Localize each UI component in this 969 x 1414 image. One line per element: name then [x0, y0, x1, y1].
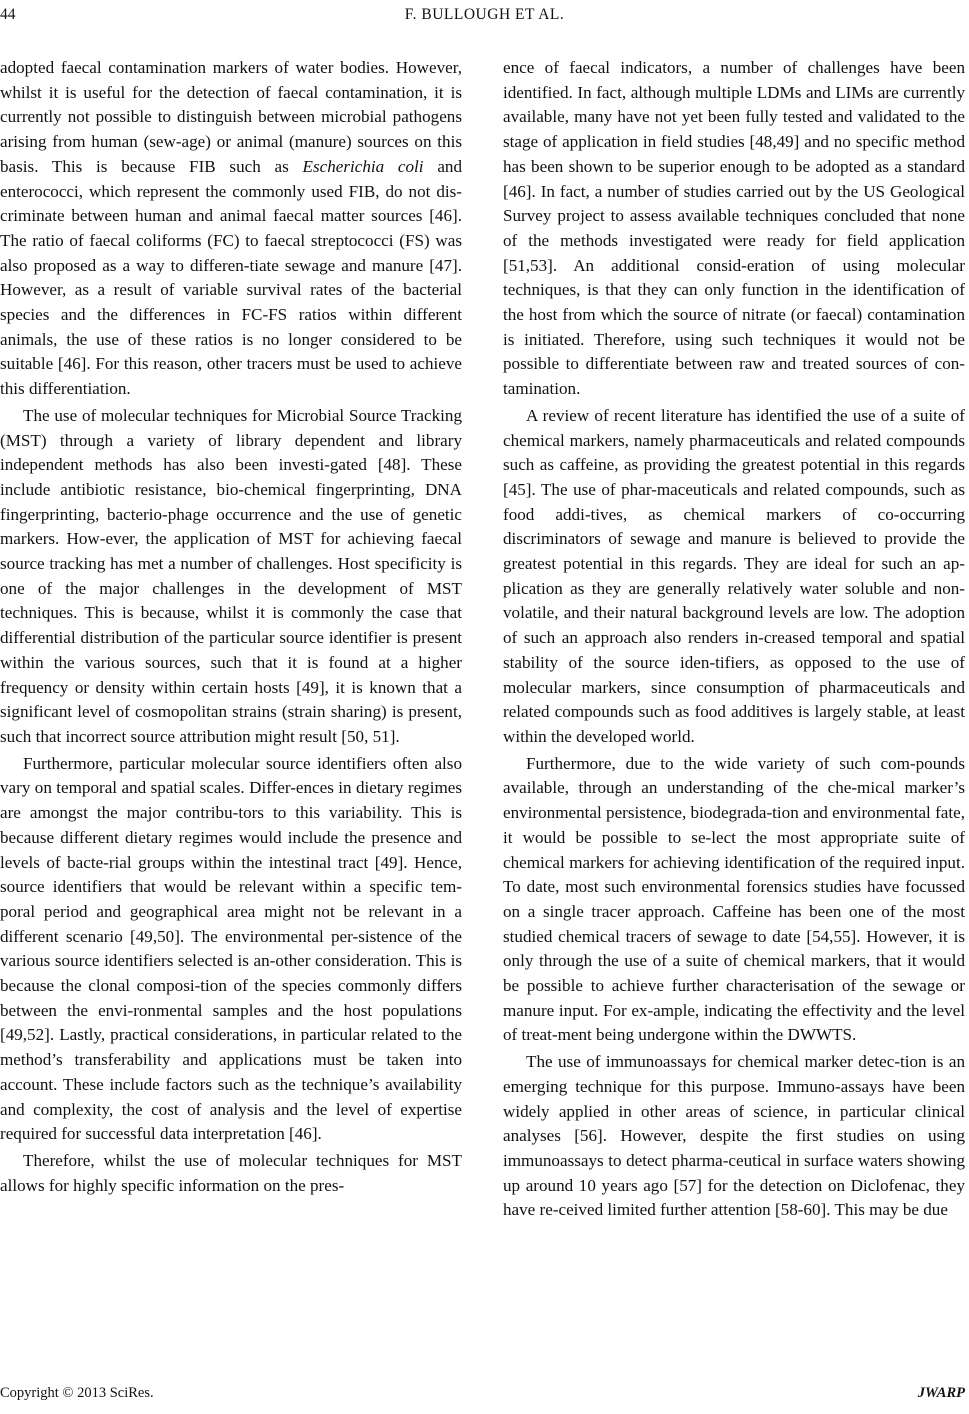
page-header [0, 4, 969, 26]
paragraph-text: and enterococci, which represent the commonly used FIB, do not dis-criminate between human and animal faecal matter sources [46]. The ratio of faecal coliforms (FC) to faecal streptococci (FS) was also proposed as a way to differen-tiate sewage and manure [47]. However, as a result of variable survival rates of the bacterial species and the differences in FC-FS ratios within different animals, the use of these ratios is no longer considered to be suitable [46]. For this reason, other tracers must be used to achieve this differentiation. [0, 156, 462, 399]
copyright-notice: Copyright © 2013 SciRes. [0, 1385, 154, 1401]
paragraph-text: adopted faecal contamination markers of water bodies. However, whilst it is useful for the detection of faecal contamination, it is currently not possible to distinguish between microbial pathogens arising from human (sew-age) or animal (manure) sources on this basis. This is because FIB such as [0, 58, 462, 176]
left-column [0, 56, 462, 1198]
paragraph [0, 56, 462, 402]
species-name: Escherichia coli [302, 156, 424, 176]
paragraph: The use of molecular techniques for Microbial Source Tracking (MST) through a variety of library dependent and library independent methods has also been investi-gated [48]. These include antibiotic resistance, bio-chemical fingerprinting, DNA fingerprinting, bacterio-phage occurrence and the use of genetic markers. How-ever, the application of MST for achieving faecal source tracking has met a number of challenges. Host specificity is one of the major challenges in the development of MST techniques. This is because, whilst it is commonly the case that differential distribution of the particular source identifier is present within the various sources, such that it is found at a higher frequency or density within certain hosts [49], it is known that a significant level of cosmopolitan strains (strain sharing) is present, such that incorrect source attribution might result [50, 51]. [0, 405, 462, 746]
paragraph: The use of immunoassays for chemical marker detec-tion is an emerging technique for this purpose. Immuno-assays have been widely applied in other areas of science, in particular clinical analyses [56]. However, despite the first studies on using immunoassays to detect pharma-ceutical in surface waters showing up around 10 years ago [57] for the detection on Diclofenac, they have re-ceived limited further attention [58-60]. This may be due [503, 1052, 965, 1220]
paragraph: Furthermore, due to the wide variety of such com-pounds available, through an understanding of the che-mical marker’s environmental persistence, biodegrada-tion and environmental fate, it would be possible to se-lect the most appropriate suite of chemical markers for achieving identification of the required input. To date, most such environmental forensics studies have focussed on a single tracer approach. Caffeine has been one of the most studied chemical tracers of sewage to date [54,55]. However, it is only through the use of a suite of chemical markers, that it would be possible to achieve further characterisation of the sewage or manure input. For ex-ample, indicating the effectivity and the level of treat-ment being undergone within the DWWTS. [503, 753, 965, 1045]
running-head: F. BULLOUGH ET AL. [404, 6, 565, 23]
paragraph: Furthermore, particular molecular source identifiers often also vary on temporal and spatial scales. Differ-ences in dietary regimes are amongst the major contribu-tors to this variability. This is because different dietary regimes would include the presence and levels of bacte-rial groups within the intestinal tract [49]. Hence, source identifiers that would be relevant within a specific tem-poral period and geographical area might not be relevant in a different scenario [49,50]. The environmental per-sistence of the various source identifiers selected is an-other consideration. This is because the clonal composi-tion of the species commonly differs between the envi-ronmental samples and the host populations [49,52]. Lastly, practical considerations, in particular related to the method’s transferability and applications must be taken into account. These include factors such as the technique’s availability and complexity, the cost of analysis and the level of expertise required for successful data interpretation [46]. [0, 753, 462, 1144]
journal-name: JWARP [917, 1385, 965, 1401]
paragraph: Therefore, whilst the use of molecular techniques for MST allows for highly specific information on the pres- [0, 1150, 462, 1195]
page-footer [0, 1383, 969, 1403]
page-number: 44 [0, 6, 16, 23]
paragraph: ence of faecal indicators, a number of challenges have been identified. In fact, although multiple LDMs and LIMs are currently available, many have not yet been fully tested and validated to the stage of application in field studies [48,49] and no specific method has been shown to be superior enough to be adopted as a standard [46]. In fact, a number of studies carried out by the US Geological Survey project to assess available techniques concluded that none of the methods investigated were ready for field application [51,53]. An additional consid-eration of using molecular techniques, is that they can only function in the identification of the host from which the source of nitrate (or faecal) contamination is initiated. Therefore, using such techniques it would not be possible to differentiate between raw and treated sources of con-tamination. [503, 58, 965, 399]
right-column [503, 56, 965, 1223]
paragraph: A review of recent literature has identified the use of a suite of chemical markers, namely pharmaceuticals and related compounds such as caffeine, as providing the greatest potential in this regards [45]. The use of phar-maceuticals and related compounds, such as food addi-tives, as chemical markers of co-occurring discriminators of sewage and manure is believed to provide the greatest potential in this regards. They are ideal for such an ap-plication as they are generally relatively water soluble and non-volatile, and their natural background levels are low. The adoption of such an approach also renders in-creased temporal and spatial stability of the source iden-tifiers, as opposed to the use of molecular markers, since consumption of pharmaceuticals and related compounds such as food additives is largely stable, at least within the developed world. [503, 405, 965, 746]
